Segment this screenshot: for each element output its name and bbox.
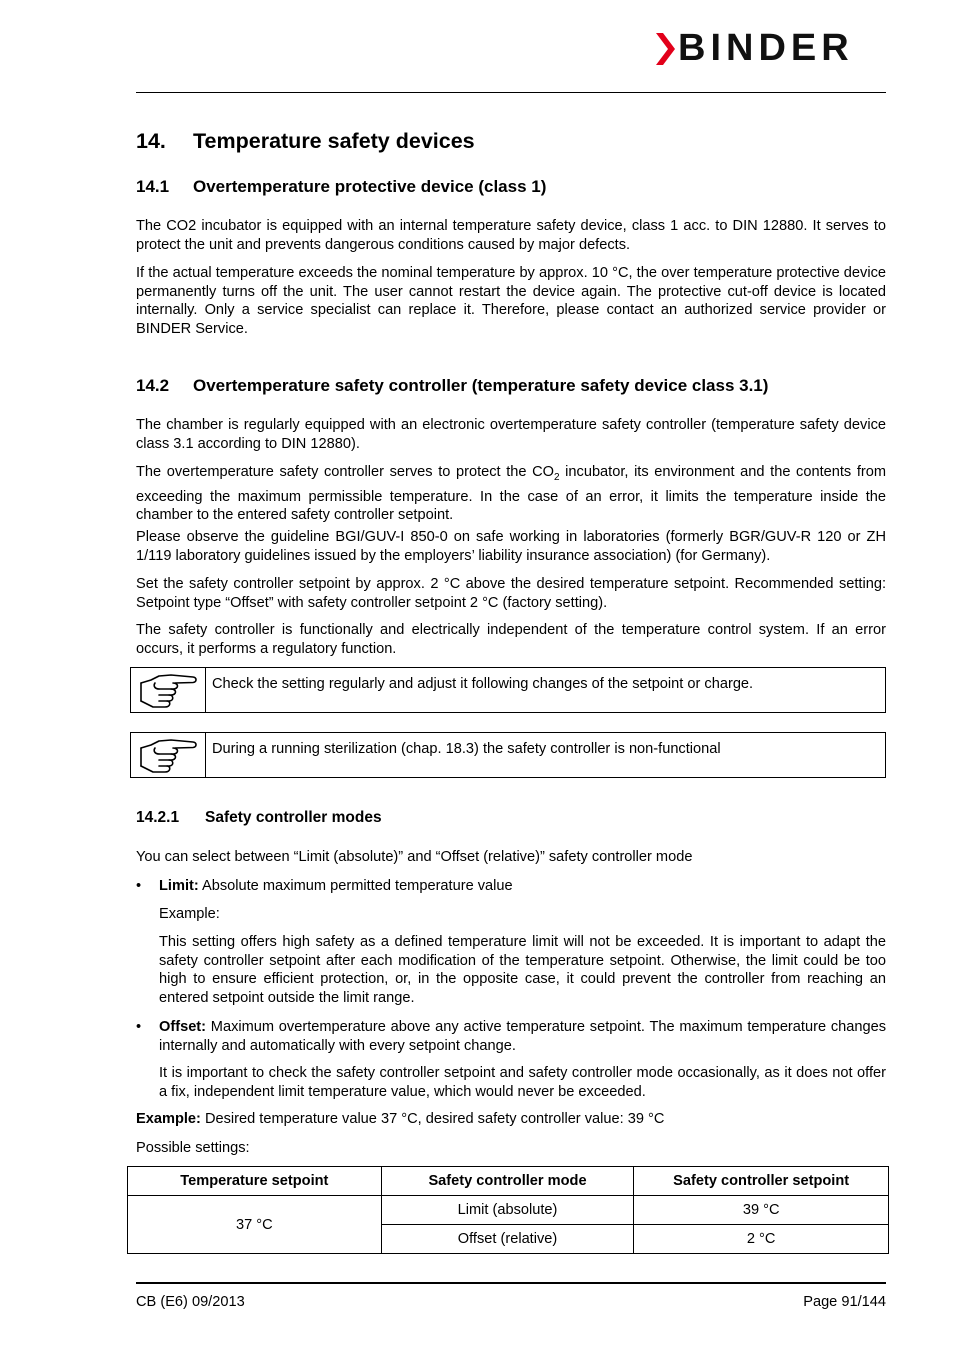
table-header-row (128, 1167, 889, 1196)
paragraph: Example: Desired temperature value 37 °C, desired safety controller value: 39 °C (136, 1111, 665, 1127)
footer-divider (136, 1282, 886, 1284)
binder-logo (654, 27, 888, 69)
note-text: Check the setting regularly and adjust it following changes of the setpoint or charge. (212, 676, 754, 692)
bullet-offset: • Offset: Maximum overtemperature above any active temperature setpoint. The maximum temperature changes internally and automatically with every setpoint change. (136, 1019, 886, 1054)
note-text: During a running sterilization (chap. 18.3) the safety controller is non-functional (212, 741, 721, 757)
note-box (130, 732, 886, 778)
subsection-14-2-1-title: 14.2.1 Safety controller modes (136, 809, 382, 826)
paragraph: You can select between “Limit (absolute)” and “Offset (relative)” safety controller mode (136, 849, 693, 865)
paragraph: The safety controller is functionally and electrically independent of the temperature control system. If an error occurs, it performs a regulatory function. (136, 622, 886, 657)
table-header: Safety controller mode (381, 1167, 634, 1196)
logo-arrow-icon (654, 30, 678, 68)
paragraph: Example: (159, 906, 220, 922)
bullet-limit: • Limit: Absolute maximum permitted temperature value (136, 878, 513, 894)
subsection-14-2-title: 14.2 Overtemperature safety controller (temperature safety device class 3.1) (136, 376, 769, 395)
note-icon-cell (131, 668, 206, 712)
table-cell: 2 °C (634, 1225, 889, 1254)
paragraph: This setting offers high safety as a defined temperature limit will not be exceeded. It is important to adapt the safety controller setpoint after each modification of the temperature setpoint. Otherwise, the limit could be too high to ensure efficient protection, or, in the opposite case, it could prevent the controller from reaching an entered setpoint outside the limit range. (159, 934, 886, 1006)
brand-name: BINDER (678, 27, 854, 69)
table-row (128, 1196, 889, 1225)
header-divider (136, 92, 886, 93)
section-title: 14. Temperature safety devices (136, 129, 475, 153)
paragraph: Set the safety controller setpoint by approx. 2 °C above the desired temperature setpoint. Recommended setting: Setpoint type “Offset” with safety controller setpoint 2 °C (factory setting). (136, 576, 886, 611)
pointing-hand-icon (137, 671, 199, 711)
table-cell: 37 °C (128, 1196, 382, 1254)
pointing-hand-icon (137, 736, 199, 776)
subsection-14-1-title: 14.1 Overtemperature protective device (class 1) (136, 177, 547, 196)
paragraph: If the actual temperature exceeds the nominal temperature by approx. 10 °C, the over temperature protective device permanently turns off the unit. The user cannot restart the device again. The protective cut-off device is located internally. Only a service specialist can replace it. Therefore, please contact an authorized service provider or BINDER Service. (136, 265, 886, 337)
table-cell: Offset (relative) (381, 1225, 634, 1254)
paragraph: Possible settings: (136, 1140, 250, 1156)
paragraph: The chamber is regularly equipped with an electronic overtemperature safety controller (temperature safety device class 3.1 according to DIN 12880). (136, 417, 886, 452)
paragraph: The overtemperature safety controller serves to protect the $CO_2$ incubator, its environment and the contents from exceeding the maximum permissible temperature. In the case of an error, it limits the temperature inside the chamber to the entered safety controller setpoint. (136, 464, 887, 524)
note-box (130, 667, 886, 713)
paragraph: The CO2 incubator is equipped with an internal temperature safety device, class 1 acc. to DIN 12880. It serves to protect the unit and prevents dangerous conditions caused by major defects. (136, 218, 886, 253)
table-header: Temperature setpoint (128, 1167, 382, 1196)
footer-page-number: Page 91/144 (803, 1294, 886, 1310)
table-cell: 39 °C (634, 1196, 889, 1225)
paragraph: Please observe the guideline BGI/GUV-I 850-0 on safe working in laboratories (formerly BGR/GUV-R 120 or ZH 1/119 laboratory guidelines issued by the employers’ liability insurance association) (for Germany). (136, 529, 886, 564)
table-header: Safety controller setpoint (634, 1167, 889, 1196)
paragraph: It is important to check the safety controller setpoint and safety controller mode occasionally, as it does not offer a fix, independent limit temperature value, which would never be exceeded. (159, 1065, 886, 1100)
settings-table (127, 1166, 889, 1254)
footer-document-id: CB (E6) 09/2013 (136, 1294, 245, 1310)
note-icon-cell (131, 733, 206, 777)
table-cell: Limit (absolute) (381, 1196, 634, 1225)
